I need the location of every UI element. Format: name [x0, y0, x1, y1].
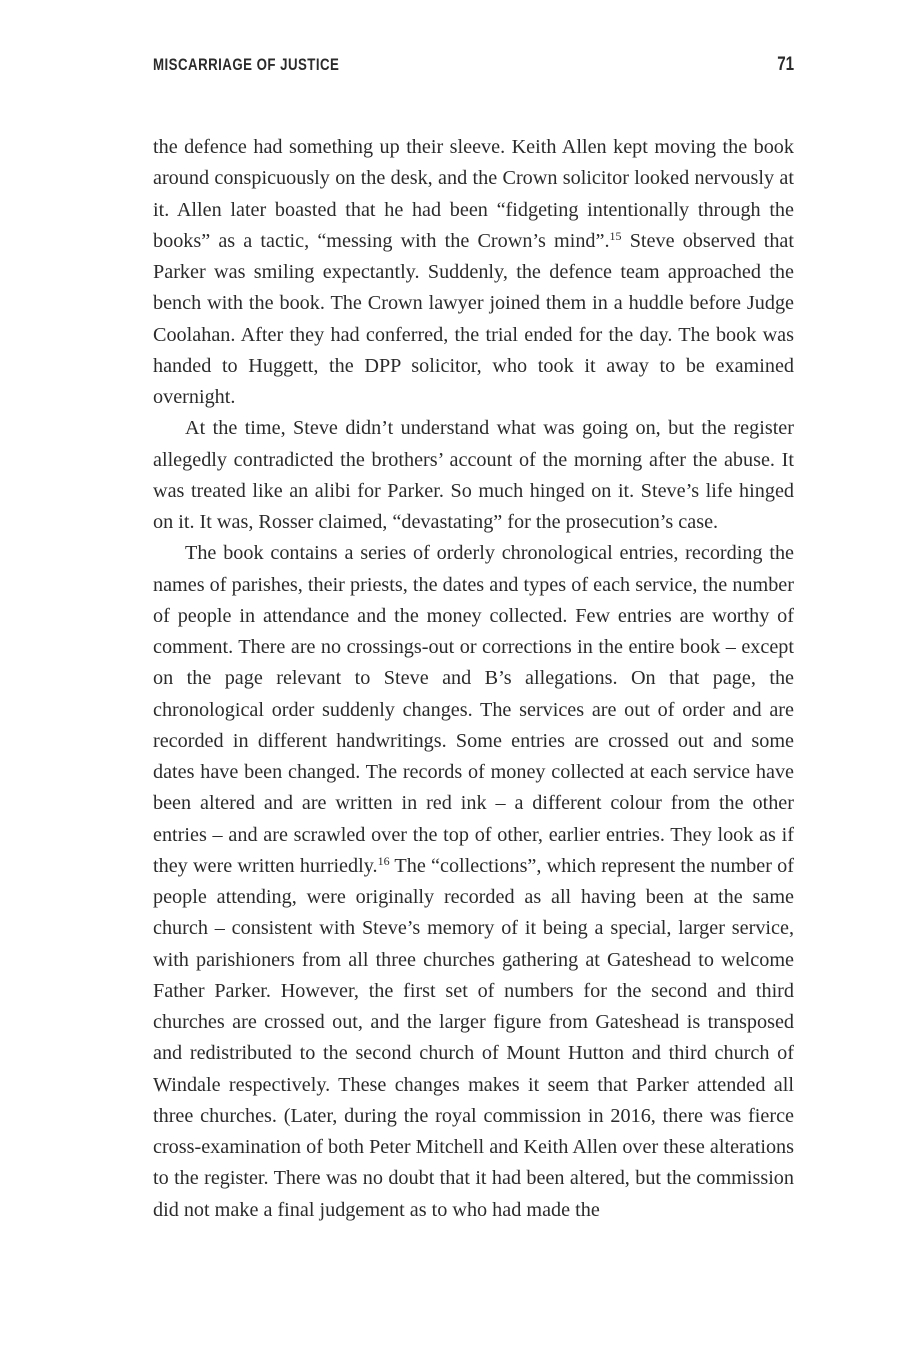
- paragraph-1-text-b: Steve observed that Parker was smiling expectantly. Suddenly, the defence team approached the bench with the book. The Crown lawyer joined them in a huddle before Judge Coolahan. After they had conferred, the trial ended for the day. The book was handed to Huggett, the DPP solicitor, who took it away to be examined overnight.: [153, 229, 795, 408]
- running-head: [153, 52, 794, 78]
- footnote-ref-15: 15: [609, 228, 622, 243]
- page-number: 71: [777, 54, 794, 75]
- footnote-ref-16: 16: [377, 853, 390, 868]
- paragraph-3: [153, 538, 794, 1226]
- paragraph-1: [153, 132, 794, 413]
- paragraph-1-text-a: the defence had something up their sleeve. Keith Allen kept moving the book around conspicuously on the desk, and the Crown solicitor looked nervously at it. Allen later boasted that he had been “fidgeting intentionally through the books” as a tactic, “messing with the Crown’s mind”.: [153, 136, 794, 252]
- running-title: MISCARRIAGE OF JUSTICE: [153, 55, 340, 74]
- paragraph-3-text-b: The “collections”, which represent the number of people attending, were originally recorded as all having been at the same church – consistent with Steve’s memory of it being a special, larger service, with parishioners from all three churches gathering at Gateshead to welcome Father Parker. However, the first set of numbers for the second and third churches are crossed out, and the larger figure from Gateshead is transposed and redistributed to the second church of Mount Hutton and third church of Windale respectively. These changes makes it seem that Parker attended all three churches. (Later, during the royal commission in 2016, there was fierce cross-examination of both Peter Mitchell and Keith Allen over these alterations to the register. There was no doubt that it had been altered, but the commission did not make a final judgement as to who had made the: [153, 854, 794, 1221]
- paragraph-2: At the time, Steve didn’t understand what was going on, but the register allegedly contradicted the brothers’ account of the morning after the abuse. It was treated like an alibi for Parker. So much hinged on it. Steve’s life hinged on it. It was, Rosser claimed, “devastating” for the prosecution’s case.: [153, 417, 794, 533]
- paragraph-3-text-a: The book contains a series of orderly chronological entries, recording the names of parishes, their priests, the dates and types of each service, the number of people in attendance and the money collected. Few entries are worthy of comment. There are no crossings-out or corrections in the entire book – except on the page relevant to Steve and B’s allegations. On that page, the chronological order suddenly changes. The services are out of order and are recorded in different handwritings. Some entries are crossed out and some dates have been changed. The records of money collected at each service have been altered and are written in red ink – a different colour from the other entries – and are scrawled over the top of other, earlier entries. They look as if they were written hurriedly.: [153, 542, 794, 877]
- body-text: [153, 132, 794, 1226]
